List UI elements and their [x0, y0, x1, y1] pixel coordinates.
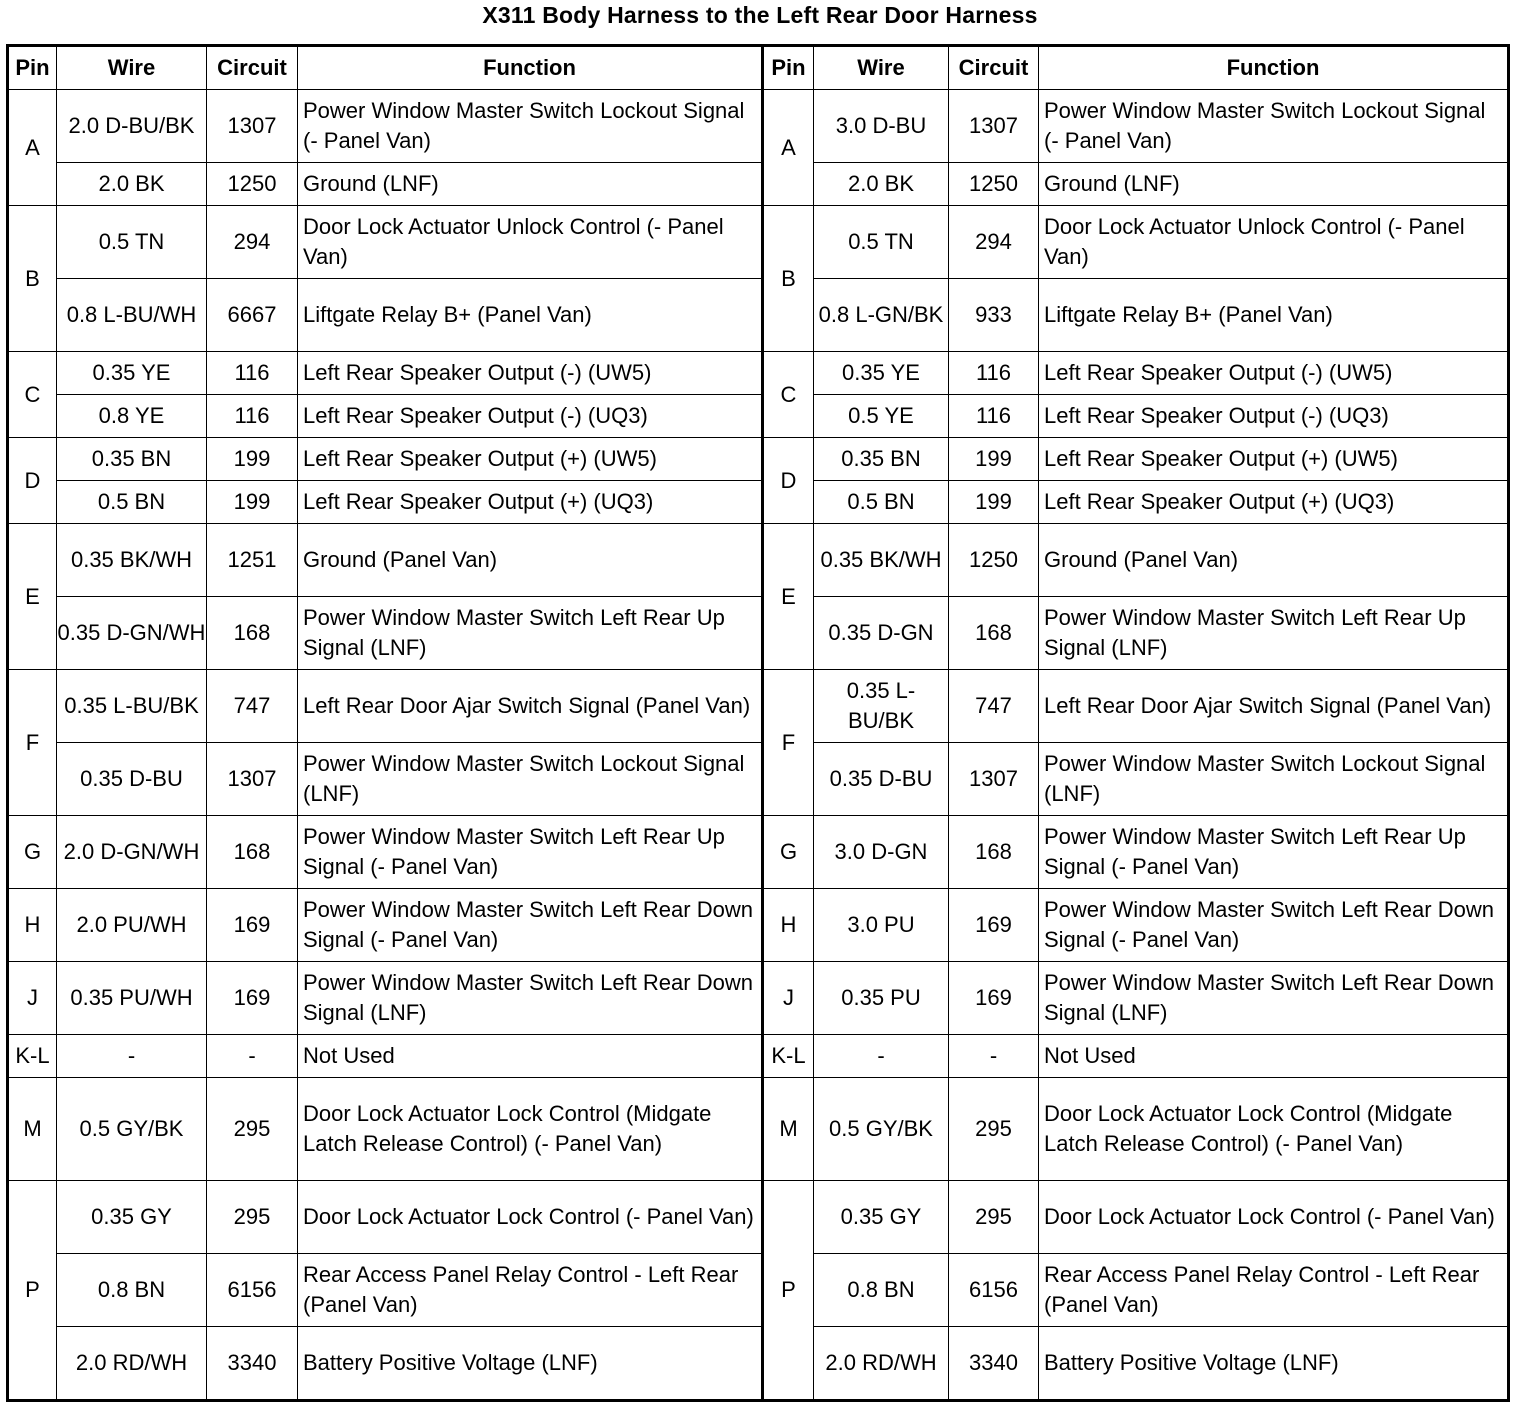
circuit-cell: - [207, 1035, 298, 1078]
function-cell: Left Rear Speaker Output (+) (UQ3) [1039, 481, 1509, 524]
circuit-cell: 168 [207, 597, 298, 670]
circuit-cell: 199 [207, 481, 298, 524]
pin-cell: A [763, 90, 814, 206]
function-cell: Door Lock Actuator Lock Control (Midgate Latch Release Control) (- Panel Van) [1039, 1078, 1509, 1181]
circuit-cell: 6156 [949, 1254, 1039, 1327]
table-row [8, 206, 1509, 279]
wire-cell: 0.5 GY/BK [814, 1078, 949, 1181]
circuit-cell: 1250 [207, 163, 298, 206]
function-cell: Power Window Master Switch Left Rear Up Signal (- Panel Van) [1039, 816, 1509, 889]
pin-cell: P [763, 1181, 814, 1401]
circuit-cell: 1307 [207, 90, 298, 163]
wire-cell: 0.5 TN [57, 206, 207, 279]
function-cell: Power Window Master Switch Left Rear Down Signal (LNF) [1039, 962, 1509, 1035]
wire-cell: 0.35 BK/WH [57, 524, 207, 597]
function-cell: Power Window Master Switch Lockout Signal (- Panel Van) [298, 90, 763, 163]
wire-cell: 2.0 PU/WH [57, 889, 207, 962]
pin-cell: K-L [8, 1035, 57, 1078]
wire-cell: 2.0 RD/WH [57, 1327, 207, 1401]
table-row [8, 743, 1509, 816]
table-row [8, 279, 1509, 352]
circuit-cell: 116 [949, 395, 1039, 438]
circuit-cell: 1307 [207, 743, 298, 816]
wire-cell: 0.5 TN [814, 206, 949, 279]
wire-cell: 0.35 D-BU [814, 743, 949, 816]
pin-cell: H [8, 889, 57, 962]
header-circuit-right: Circuit [949, 46, 1039, 90]
function-cell: Door Lock Actuator Lock Control (Midgate Latch Release Control) (- Panel Van) [298, 1078, 763, 1181]
function-cell: Rear Access Panel Relay Control - Left Rear (Panel Van) [298, 1254, 763, 1327]
table-row [8, 1078, 1509, 1181]
function-cell: Not Used [1039, 1035, 1509, 1078]
function-cell: Left Rear Speaker Output (-) (UQ3) [1039, 395, 1509, 438]
wire-cell: 0.35 L-BU/BK [57, 670, 207, 743]
header-wire-right: Wire [814, 46, 949, 90]
table-row [8, 1327, 1509, 1401]
circuit-cell: 1250 [949, 524, 1039, 597]
wire-cell: 0.35 YE [814, 352, 949, 395]
function-cell: Rear Access Panel Relay Control - Left Rear (Panel Van) [1039, 1254, 1509, 1327]
wire-cell: 0.35 BK/WH [814, 524, 949, 597]
wire-cell: - [814, 1035, 949, 1078]
circuit-cell: 1251 [207, 524, 298, 597]
wire-cell: 0.35 D-BU [57, 743, 207, 816]
pin-cell: D [8, 438, 57, 524]
function-cell: Ground (Panel Van) [298, 524, 763, 597]
function-cell: Left Rear Door Ajar Switch Signal (Panel Van) [1039, 670, 1509, 743]
function-cell: Door Lock Actuator Unlock Control (- Panel Van) [298, 206, 763, 279]
circuit-cell: 199 [949, 481, 1039, 524]
table-row [8, 889, 1509, 962]
circuit-cell: 294 [949, 206, 1039, 279]
table-row [8, 395, 1509, 438]
wire-cell: 2.0 D-GN/WH [57, 816, 207, 889]
circuit-cell: 3340 [207, 1327, 298, 1401]
table-row [8, 438, 1509, 481]
circuit-cell: 747 [207, 670, 298, 743]
pin-cell: G [763, 816, 814, 889]
pin-cell: P [8, 1181, 57, 1401]
function-cell: Left Rear Speaker Output (-) (UW5) [298, 352, 763, 395]
function-cell: Power Window Master Switch Left Rear Up Signal (- Panel Van) [298, 816, 763, 889]
header-circuit-left: Circuit [207, 46, 298, 90]
circuit-cell: 933 [949, 279, 1039, 352]
circuit-cell: - [949, 1035, 1039, 1078]
function-cell: Power Window Master Switch Left Rear Down Signal (LNF) [298, 962, 763, 1035]
wire-cell: 0.8 YE [57, 395, 207, 438]
wire-cell: 2.0 BK [57, 163, 207, 206]
table-row [8, 90, 1509, 163]
table-row [8, 1035, 1509, 1078]
wire-cell: 0.5 BN [57, 481, 207, 524]
pin-cell: M [8, 1078, 57, 1181]
function-cell: Not Used [298, 1035, 763, 1078]
pin-cell: F [8, 670, 57, 816]
wire-cell: 0.5 YE [814, 395, 949, 438]
wire-cell: 3.0 PU [814, 889, 949, 962]
table-row [8, 524, 1509, 597]
pin-cell: K-L [763, 1035, 814, 1078]
circuit-cell: 295 [207, 1181, 298, 1254]
function-cell: Liftgate Relay B+ (Panel Van) [1039, 279, 1509, 352]
wire-cell: 0.5 BN [814, 481, 949, 524]
circuit-cell: 168 [949, 597, 1039, 670]
pin-cell: D [763, 438, 814, 524]
wire-cell: 0.35 BN [57, 438, 207, 481]
wire-cell: 0.8 BN [57, 1254, 207, 1327]
circuit-cell: 169 [207, 962, 298, 1035]
pin-cell: E [8, 524, 57, 670]
function-cell: Left Rear Speaker Output (+) (UW5) [1039, 438, 1509, 481]
function-cell: Left Rear Speaker Output (+) (UW5) [298, 438, 763, 481]
circuit-cell: 1307 [949, 743, 1039, 816]
function-cell: Door Lock Actuator Unlock Control (- Panel Van) [1039, 206, 1509, 279]
pin-cell: A [8, 90, 57, 206]
pin-cell: B [763, 206, 814, 352]
header-pin-left: Pin [8, 46, 57, 90]
pin-cell: E [763, 524, 814, 670]
pin-cell: M [763, 1078, 814, 1181]
table-row [8, 670, 1509, 743]
function-cell: Battery Positive Voltage (LNF) [1039, 1327, 1509, 1401]
wire-cell: 0.35 GY [57, 1181, 207, 1254]
function-cell: Door Lock Actuator Lock Control (- Panel Van) [298, 1181, 763, 1254]
page-title: X311 Body Harness to the Left Rear Door Harness [482, 2, 1038, 28]
circuit-cell: 199 [207, 438, 298, 481]
function-cell: Ground (Panel Van) [1039, 524, 1509, 597]
header-wire-left: Wire [57, 46, 207, 90]
pin-cell: F [763, 670, 814, 816]
function-cell: Ground (LNF) [298, 163, 763, 206]
wire-cell: 0.35 L-BU/BK [814, 670, 949, 743]
wire-cell: 3.0 D-BU [814, 90, 949, 163]
function-cell: Battery Positive Voltage (LNF) [298, 1327, 763, 1401]
function-cell: Power Window Master Switch Lockout Signal (LNF) [1039, 743, 1509, 816]
wire-cell: 0.5 GY/BK [57, 1078, 207, 1181]
wire-cell: 2.0 RD/WH [814, 1327, 949, 1401]
circuit-cell: 295 [207, 1078, 298, 1181]
circuit-cell: 3340 [949, 1327, 1039, 1401]
circuit-cell: 116 [949, 352, 1039, 395]
wire-cell: 0.35 YE [57, 352, 207, 395]
function-cell: Power Window Master Switch Left Rear Down Signal (- Panel Van) [1039, 889, 1509, 962]
function-cell: Power Window Master Switch Left Rear Up Signal (LNF) [298, 597, 763, 670]
pin-cell: G [8, 816, 57, 889]
header-function-right: Function [1039, 46, 1509, 90]
wire-cell: 2.0 D-BU/BK [57, 90, 207, 163]
wire-cell: 0.35 BN [814, 438, 949, 481]
circuit-cell: 295 [949, 1078, 1039, 1181]
circuit-cell: 1307 [949, 90, 1039, 163]
wire-cell: 0.35 PU [814, 962, 949, 1035]
circuit-cell: 116 [207, 352, 298, 395]
table-row [8, 816, 1509, 889]
function-cell: Left Rear Speaker Output (-) (UQ3) [298, 395, 763, 438]
header-pin-right: Pin [763, 46, 814, 90]
pin-cell: J [763, 962, 814, 1035]
table-row [8, 481, 1509, 524]
table-row [8, 352, 1509, 395]
wire-cell: 0.35 D-GN [814, 597, 949, 670]
function-cell: Power Window Master Switch Lockout Signal (- Panel Van) [1039, 90, 1509, 163]
function-cell: Power Window Master Switch Left Rear Down Signal (- Panel Van) [298, 889, 763, 962]
function-cell: Ground (LNF) [1039, 163, 1509, 206]
wire-cell: 3.0 D-GN [814, 816, 949, 889]
circuit-cell: 169 [949, 889, 1039, 962]
circuit-cell: 294 [207, 206, 298, 279]
wire-cell: 2.0 BK [814, 163, 949, 206]
connector-table [6, 44, 1510, 1402]
function-cell: Left Rear Door Ajar Switch Signal (Panel Van) [298, 670, 763, 743]
function-cell: Power Window Master Switch Left Rear Up Signal (LNF) [1039, 597, 1509, 670]
circuit-cell: 6667 [207, 279, 298, 352]
wire-cell: - [57, 1035, 207, 1078]
pin-cell: C [8, 352, 57, 438]
table-row [8, 597, 1509, 670]
pin-cell: J [8, 962, 57, 1035]
circuit-cell: 747 [949, 670, 1039, 743]
wire-cell: 0.35 GY [814, 1181, 949, 1254]
wire-cell: 0.8 L-BU/WH [57, 279, 207, 352]
table-row [8, 163, 1509, 206]
header-function-left: Function [298, 46, 763, 90]
function-cell: Door Lock Actuator Lock Control (- Panel Van) [1039, 1181, 1509, 1254]
circuit-cell: 295 [949, 1181, 1039, 1254]
pin-cell: C [763, 352, 814, 438]
wire-cell: 0.35 D-GN/WH [57, 597, 207, 670]
function-cell: Power Window Master Switch Lockout Signal (LNF) [298, 743, 763, 816]
circuit-cell: 116 [207, 395, 298, 438]
table-row [8, 1254, 1509, 1327]
circuit-cell: 168 [207, 816, 298, 889]
table-row [8, 1181, 1509, 1254]
circuit-cell: 6156 [207, 1254, 298, 1327]
header-row [8, 46, 1509, 90]
pin-cell: B [8, 206, 57, 352]
circuit-cell: 199 [949, 438, 1039, 481]
wire-cell: 0.8 L-GN/BK [814, 279, 949, 352]
circuit-cell: 1250 [949, 163, 1039, 206]
wire-cell: 0.35 PU/WH [57, 962, 207, 1035]
circuit-cell: 168 [949, 816, 1039, 889]
circuit-cell: 169 [207, 889, 298, 962]
function-cell: Left Rear Speaker Output (+) (UQ3) [298, 481, 763, 524]
function-cell: Left Rear Speaker Output (-) (UW5) [1039, 352, 1509, 395]
wire-cell: 0.8 BN [814, 1254, 949, 1327]
circuit-cell: 169 [949, 962, 1039, 1035]
table-row [8, 962, 1509, 1035]
pin-cell: H [763, 889, 814, 962]
function-cell: Liftgate Relay B+ (Panel Van) [298, 279, 763, 352]
